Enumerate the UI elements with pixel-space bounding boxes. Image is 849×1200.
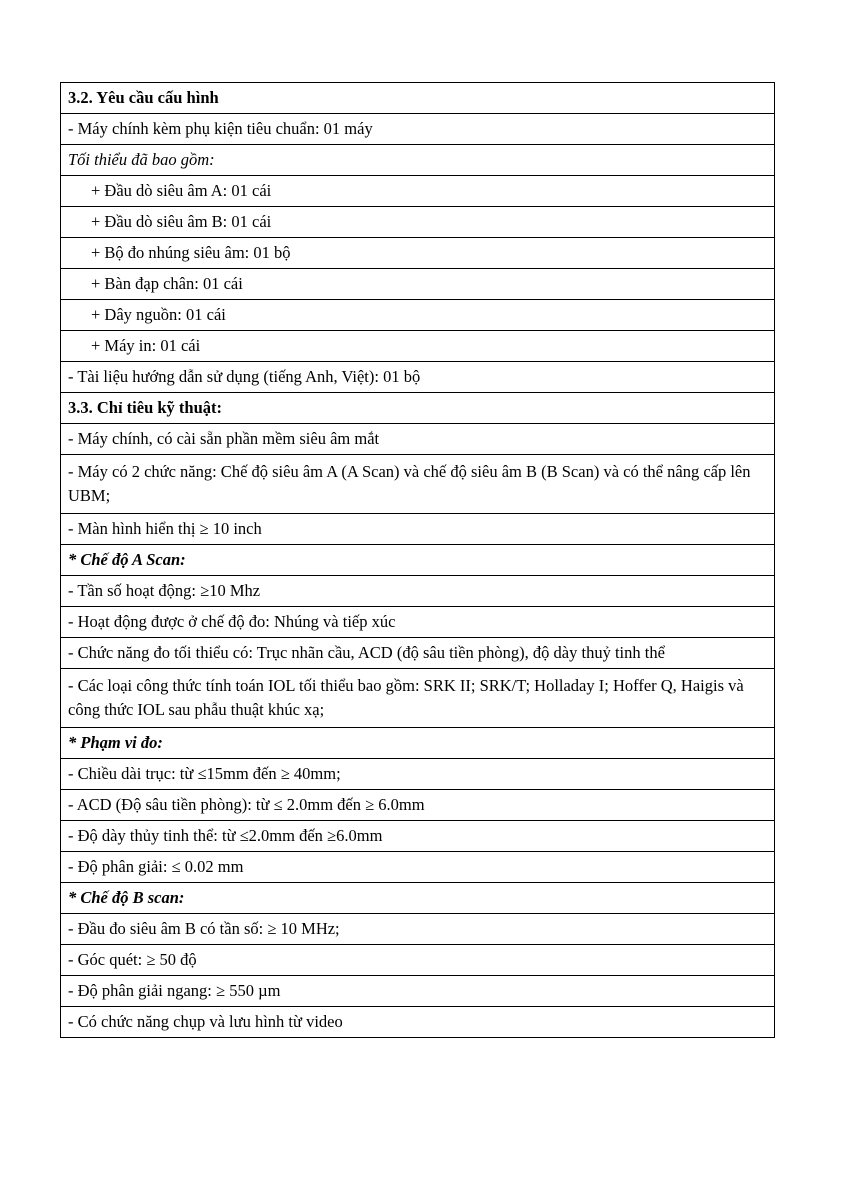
spec-item: Tối thiểu đã bao gồm: [61, 145, 775, 176]
table-row [61, 331, 775, 362]
table-row [61, 607, 775, 638]
spec-item: - Chiều dài trục: từ ≤15mm đến ≥ 40mm; [61, 759, 775, 790]
spec-item: - Máy chính, có cài sẵn phần mềm siêu âm mắt [61, 424, 775, 455]
spec-table-body [61, 83, 775, 1038]
table-row [61, 638, 775, 669]
section-heading: * Chế độ B scan: [61, 883, 775, 914]
table-row [61, 300, 775, 331]
spec-item: + Đầu dò siêu âm A: 01 cái [61, 176, 775, 207]
section-heading: 3.3. Chỉ tiêu kỹ thuật: [61, 393, 775, 424]
spec-item: - Độ phân giải: ≤ 0.02 mm [61, 852, 775, 883]
table-row [61, 759, 775, 790]
spec-item: - Đầu đo siêu âm B có tần số: ≥ 10 MHz; [61, 914, 775, 945]
table-row [61, 207, 775, 238]
spec-item: - Chức năng đo tối thiểu có: Trục nhãn cầu, ACD (độ sâu tiền phòng), độ dày thuỷ tinh thể [61, 638, 775, 669]
table-row [61, 424, 775, 455]
spec-item: - ACD (Độ sâu tiền phòng): từ ≤ 2.0mm đến ≥ 6.0mm [61, 790, 775, 821]
spec-item: - Tài liệu hướng dẫn sử dụng (tiếng Anh, Việt): 01 bộ [61, 362, 775, 393]
spec-item: - Hoạt động được ở chế độ đo: Nhúng và tiếp xúc [61, 607, 775, 638]
table-row [61, 145, 775, 176]
table-row [61, 1007, 775, 1038]
spec-item: - Góc quét: ≥ 50 độ [61, 945, 775, 976]
spec-item: - Độ phân giải ngang: ≥ 550 µm [61, 976, 775, 1007]
section-heading: * Chế độ A Scan: [61, 545, 775, 576]
table-row [61, 852, 775, 883]
spec-item: - Màn hình hiển thị ≥ 10 inch [61, 514, 775, 545]
table-row [61, 545, 775, 576]
table-row [61, 83, 775, 114]
table-row [61, 455, 775, 514]
section-heading: * Phạm vi đo: [61, 728, 775, 759]
table-row [61, 669, 775, 728]
spec-item: + Dây nguồn: 01 cái [61, 300, 775, 331]
spec-item: - Máy chính kèm phụ kiện tiêu chuẩn: 01 máy [61, 114, 775, 145]
table-row [61, 976, 775, 1007]
table-row [61, 176, 775, 207]
spec-item: + Bàn đạp chân: 01 cái [61, 269, 775, 300]
table-row [61, 238, 775, 269]
table-row [61, 393, 775, 424]
table-row [61, 790, 775, 821]
spec-table [60, 82, 775, 1038]
table-row [61, 514, 775, 545]
spec-item: - Có chức năng chụp và lưu hình từ video [61, 1007, 775, 1038]
table-row [61, 576, 775, 607]
table-row [61, 728, 775, 759]
table-row [61, 821, 775, 852]
table-row [61, 362, 775, 393]
spec-item: + Đầu dò siêu âm B: 01 cái [61, 207, 775, 238]
section-heading: 3.2. Yêu cầu cấu hình [61, 83, 775, 114]
table-row [61, 883, 775, 914]
table-row [61, 269, 775, 300]
spec-item: - Tần số hoạt động: ≥10 Mhz [61, 576, 775, 607]
spec-item: - Máy có 2 chức năng: Chế độ siêu âm A (A Scan) và chế độ siêu âm B (B Scan) và có thể nâng cấp lên UBM; [61, 455, 775, 514]
spec-item: - Các loại công thức tính toán IOL tối thiểu bao gồm: SRK II; SRK/T; Holladay I; Hoffer Q, Haigis và công thức IOL sau phẫu thuật khúc xạ; [61, 669, 775, 728]
table-row [61, 114, 775, 145]
spec-item: + Máy in: 01 cái [61, 331, 775, 362]
table-row [61, 945, 775, 976]
table-row [61, 914, 775, 945]
spec-item: + Bộ đo nhúng siêu âm: 01 bộ [61, 238, 775, 269]
spec-item: - Độ dày thủy tinh thể: từ ≤2.0mm đến ≥6.0mm [61, 821, 775, 852]
